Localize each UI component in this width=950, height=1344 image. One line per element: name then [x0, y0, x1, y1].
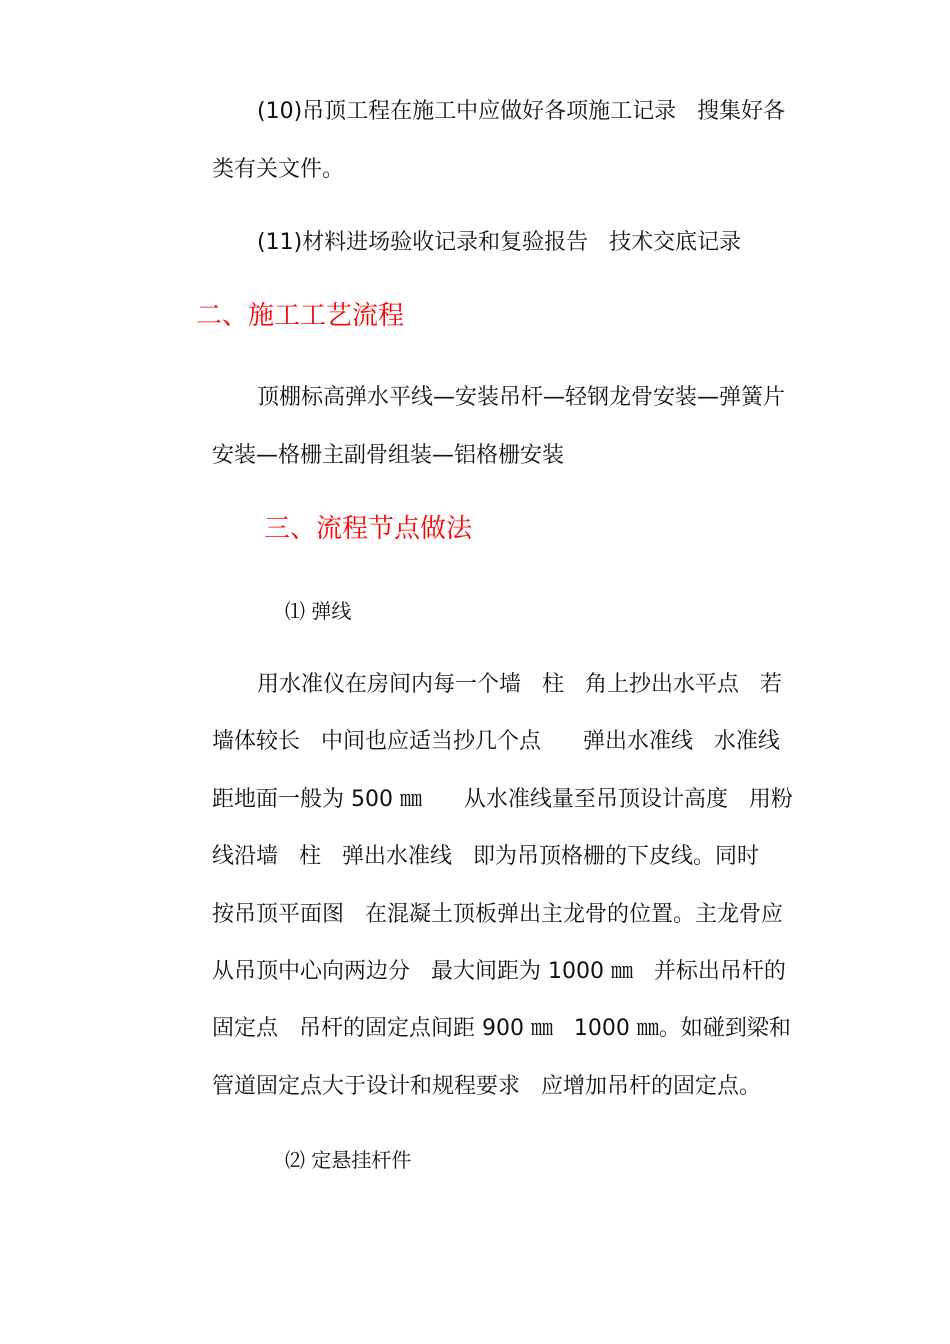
step2-label: ⑵ 定悬挂杆件	[285, 1148, 412, 1172]
item10-line2: 类有关文件。	[212, 157, 345, 182]
section2-line2: 安装—格栅主副骨组装—铝格栅安装	[212, 443, 565, 468]
step1-line-5: 按吊顶平面图 在混凝土顶板弹出主龙骨的位置。主龙骨应	[212, 902, 783, 927]
item11-line1: (11)材料进场验收记录和复验报告 技术交底记录	[257, 230, 742, 255]
step1-line-3: 距地面一般为 500 ㎜ 从水准线量至吊顶设计高度 用粉	[212, 787, 793, 812]
step1-line-7: 固定点 吊杆的固定点间距 900 ㎜ 1000 ㎜。如碰到梁和	[212, 1016, 791, 1041]
step1-line-1: 用水准仪在房间内每一个墙 柱 角上抄出水平点 若	[257, 672, 782, 697]
section2-title: 二、施工工艺流程	[196, 301, 405, 331]
step1-line-8: 管道固定点大于设计和规程要求 应增加吊杆的固定点。	[212, 1074, 761, 1099]
section2-line1: 顶棚标高弹水平线—安装吊杆—轻钢龙骨安装—弹簧片	[257, 385, 786, 410]
section3-title: 三、流程节点做法	[264, 514, 473, 544]
step1-label: ⑴ 弹线	[285, 599, 352, 623]
step1-line-4: 线沿墙 柱 弹出水准线 即为吊顶格栅的下皮线。同时	[212, 844, 759, 869]
step1-line-2: 墙体较长 中间也应适当抄几个点 弹出水准线 水准线	[212, 729, 780, 754]
item10-line1: (10)吊顶工程在施工中应做好各项施工记录 搜集好各	[257, 99, 786, 124]
step1-line-6: 从吊顶中心向两边分 最大间距为 1000 ㎜ 并标出吊杆的	[212, 959, 786, 984]
